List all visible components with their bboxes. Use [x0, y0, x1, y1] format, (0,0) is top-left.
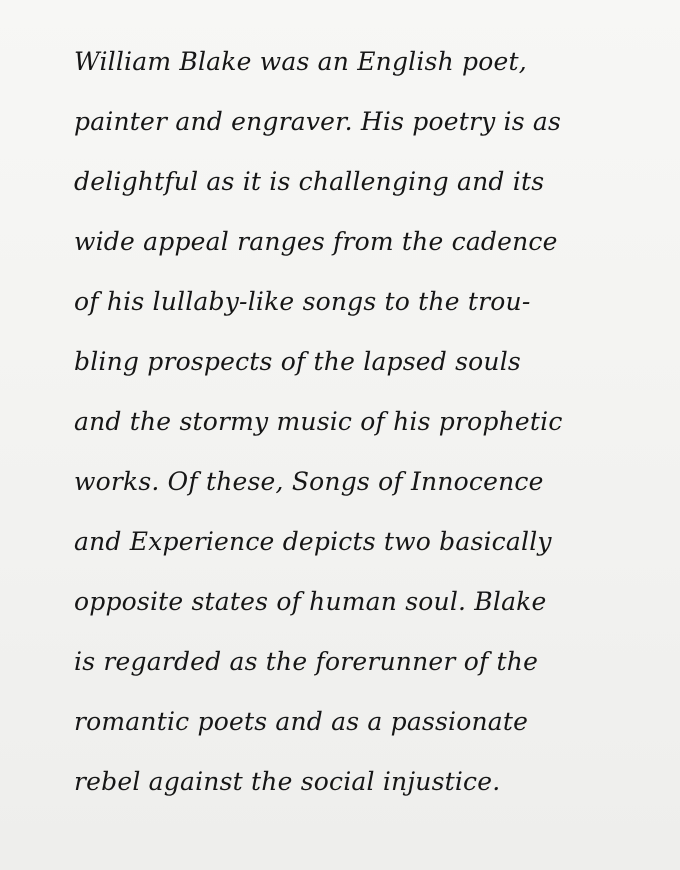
text-line: opposite states of human soul. Blake [74, 587, 547, 616]
text-line: of his lullaby-like songs to the trou- [74, 287, 531, 316]
text-line: is regarded as the forerunner of the [74, 647, 539, 676]
text-line: romantic poets and as a passionate [74, 707, 529, 736]
text-line: works. Of these, Songs of Innocence [74, 467, 544, 496]
text-line: and Experience depicts two basically [74, 527, 552, 556]
text-line: William Blake was an English poet, [74, 47, 527, 76]
text-line: painter and engraver. His poetry is as [74, 107, 562, 136]
handwritten-text-block [74, 44, 654, 824]
text-line: bling prospects of the lapsed souls [74, 347, 521, 376]
text-line: and the stormy music of his prophetic [74, 407, 563, 436]
text-line: rebel against the social injustice. [74, 767, 501, 796]
text-line: delightful as it is challenging and its [74, 167, 545, 196]
text-line: wide appeal ranges from the cadence [74, 227, 558, 256]
